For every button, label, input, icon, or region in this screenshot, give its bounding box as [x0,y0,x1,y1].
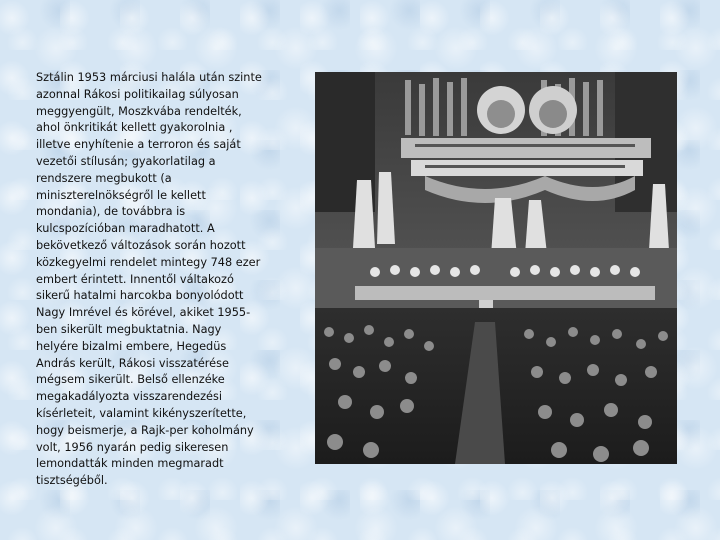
historical-photo [315,72,677,464]
slide-body-text: Sztálin 1953 márciusi halála után szinte azonnal Rákosi politikailag súlyosan meggyengült, Moszkvába rendelték, ahol önkritikát kellett gyakorolnia , illetve enyhítenie a terroron és saját vezetői stílusán; gyakorlatilag a rendszere megbukott (a miniszterelnökségről le kellett mondania), de továbbra is kulcspozícióban maradhatott. A bekövetkező változások során hozott közkegyelmi rendelet mintegy 748 ezer embert érintett. Innentől váltakozó sikerű hatalmi harcokba bonyolódott Nagy Imrével és körével, akiket 1955- ben sikerült megbuktatnia. Nagy helyére bizalmi embere, Hegedüs András került, Rákosi visszatérése mégsem sikerült. Belső ellenzéke megakadályozta visszarendezési kísérleteit, valamint kikényszerítette, hogy beismerje, a Rajk-per koholmány volt, 1956 nyarán pedig sikeresen lemondatták minden megmaradt tisztségéből. [36,71,262,488]
congress-hall-photo-icon [315,72,677,464]
